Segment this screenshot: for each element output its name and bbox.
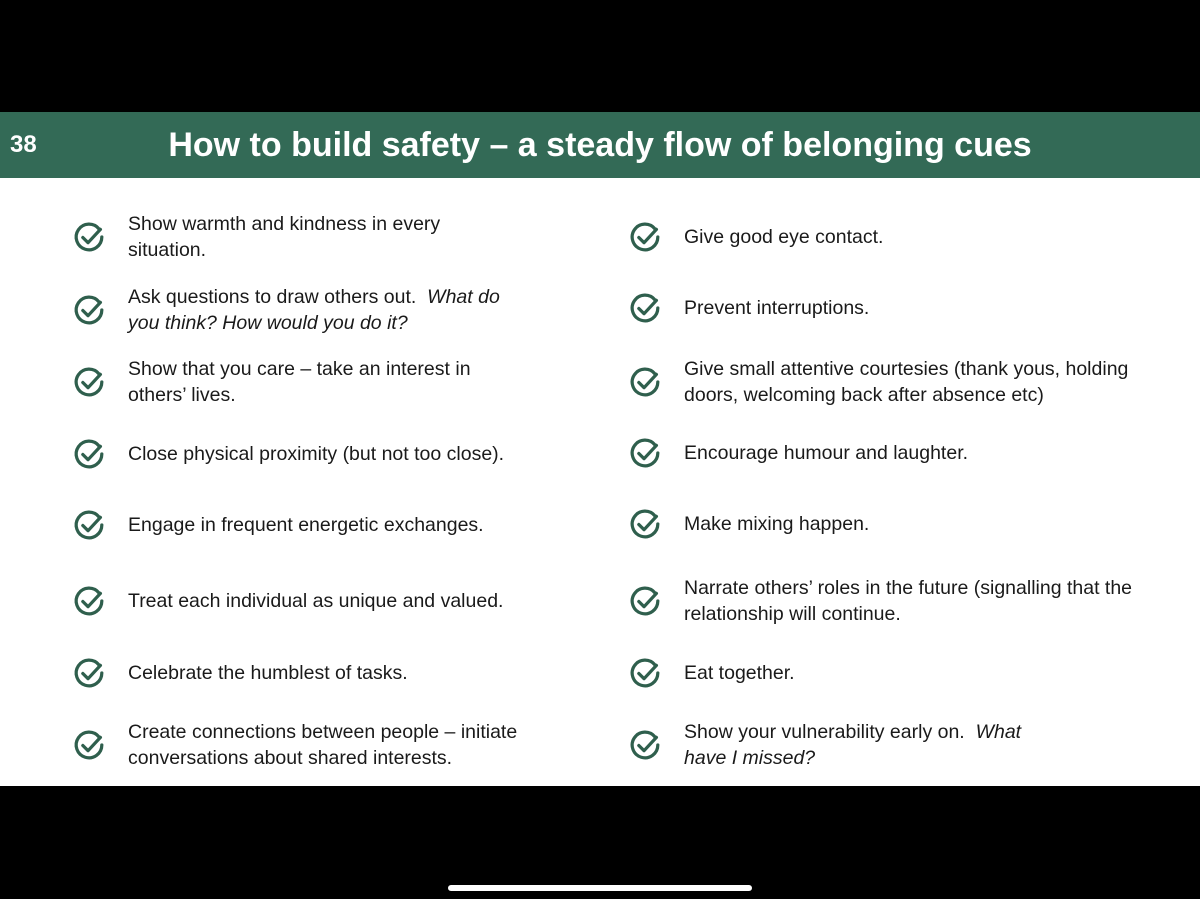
checklist-item-text: Prevent interruptions. <box>684 297 870 319</box>
checklist-item <box>626 575 1166 627</box>
check-circle-icon <box>626 289 664 327</box>
slide-number: 38 <box>10 131 37 158</box>
check-circle-icon <box>70 435 108 473</box>
checklist-item-text: Eat together. <box>684 662 795 684</box>
check-circle-icon <box>626 434 664 472</box>
checklist-item-text: Create connections between people – initiate conversations about shared interests. <box>128 721 518 769</box>
checklist-item-text: Show that you care – take an interest in others’ lives. <box>128 358 471 406</box>
slide <box>0 112 1200 786</box>
checklist-item-text: Show your vulnerability early on. What have I missed? <box>684 721 1022 769</box>
checklist-item <box>626 289 1166 327</box>
checklist-item-text: Give small attentive courtesies (thank yous, holding doors, welcoming back after absence etc) <box>684 358 1129 406</box>
checklist-item-text: Encourage humour and laughter. <box>684 442 969 464</box>
check-circle-icon <box>626 505 664 543</box>
checklist-item-emphasis: What have I missed? <box>684 721 1022 769</box>
check-circle-icon <box>70 363 108 401</box>
checklist-item-text: Narrate others’ roles in the future (signalling that the relationship will continue. <box>684 577 1133 625</box>
checklist-item-text: Give good eye contact. <box>684 226 884 248</box>
checklist-item <box>70 356 510 408</box>
check-circle-icon <box>70 218 108 256</box>
checklist-item-emphasis: What do you think? How would you do it? <box>128 286 500 334</box>
checklist-item-text: Make mixing happen. <box>684 513 870 535</box>
checklist-item-text: Treat each individual as unique and valued. <box>128 590 504 612</box>
checklist-item <box>626 356 1166 408</box>
checklist-item <box>70 719 520 771</box>
check-circle-icon <box>70 291 108 329</box>
check-circle-icon <box>70 582 108 620</box>
checklist-item-text: Ask questions to draw others out. What do you think? How would you do it? <box>128 286 500 334</box>
home-indicator[interactable] <box>448 885 752 891</box>
slide-header <box>0 112 1200 178</box>
checklist-item <box>70 654 570 692</box>
slide-title: How to build safety – a steady flow of belonging cues <box>168 126 1032 164</box>
check-circle-icon <box>626 218 664 256</box>
checklist-item <box>70 211 470 263</box>
check-circle-icon <box>70 506 108 544</box>
checklist-item-text: Celebrate the humblest of tasks. <box>128 662 408 684</box>
checklist-item-text: Close physical proximity (but not too close). <box>128 443 505 465</box>
checklist-item <box>626 434 1166 472</box>
checklist-item <box>70 506 570 544</box>
checklist-item <box>626 218 1166 256</box>
check-circle-icon <box>626 726 664 764</box>
checklist-item-text: Engage in frequent energetic exchanges. <box>128 514 484 536</box>
check-circle-icon <box>626 654 664 692</box>
check-circle-icon <box>70 726 108 764</box>
checklist-item <box>626 505 1166 543</box>
check-circle-icon <box>626 582 664 620</box>
checklist-item <box>70 435 570 473</box>
checklist-item <box>626 654 1166 692</box>
check-circle-icon <box>626 363 664 401</box>
checklist-item <box>70 582 570 620</box>
check-circle-icon <box>70 654 108 692</box>
checklist-item-text: Show warmth and kindness in every situation. <box>128 213 441 261</box>
checklist-item <box>626 719 1056 771</box>
checklist-item <box>70 284 500 336</box>
